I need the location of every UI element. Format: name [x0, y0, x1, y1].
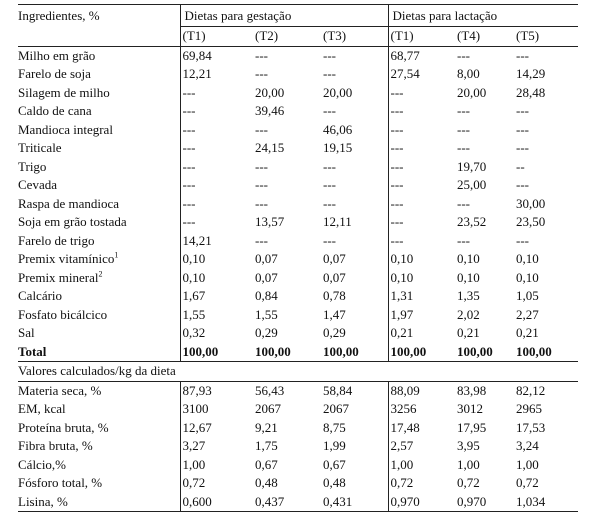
row-label: [18, 381, 180, 400]
row-label: [18, 474, 180, 493]
value-cell: 0,10: [457, 269, 480, 285]
row-label-text: Total: [18, 343, 47, 359]
row-label: [18, 287, 180, 306]
row-label-text: Calcário: [18, 288, 63, 303]
row-label: [18, 324, 180, 343]
calculated-values-header: Valores calculados/kg da dieta: [18, 362, 578, 382]
value-cell: ---: [457, 47, 470, 63]
value-cell: 2,27: [516, 306, 539, 322]
value-cell: ---: [255, 232, 268, 248]
value-cell: 0,600: [180, 493, 253, 512]
value-cell: 56,43: [255, 382, 285, 398]
row-label: [18, 195, 180, 214]
row-label-text: Sal: [18, 325, 35, 340]
value-cell: 1,00: [388, 456, 455, 475]
value-cell: 2067: [255, 401, 281, 416]
value-cell: ---: [323, 66, 336, 81]
value-cell: ---: [323, 232, 336, 248]
column-header: (T1): [388, 27, 455, 47]
value-cell: 0,07: [255, 251, 278, 266]
value-cell: 100,00: [321, 343, 388, 362]
value-cell: 1,99: [323, 438, 346, 453]
value-cell: 12,21: [180, 65, 253, 84]
value-cell: ---: [516, 47, 529, 63]
value-cell: 1,75: [255, 438, 278, 453]
value-cell: 0,21: [516, 325, 539, 340]
value-cell: ---: [180, 84, 253, 103]
value-cell: 0,72: [180, 474, 253, 493]
row-label-text: Caldo de cana: [18, 103, 92, 118]
value-cell: --: [516, 158, 525, 174]
value-cell: 0,10: [388, 250, 455, 269]
value-cell: 1,00: [516, 456, 539, 472]
value-cell: 0,21: [457, 325, 480, 340]
value-cell: ---: [457, 121, 470, 137]
value-cell: 24,15: [255, 140, 285, 155]
row-label: [18, 343, 180, 362]
value-cell: 0,970: [455, 493, 514, 512]
value-cell: 68,77: [388, 46, 455, 65]
row-label: [18, 269, 180, 288]
row-label-text: Mandioca integral: [18, 121, 113, 137]
row-label: [18, 158, 180, 177]
calculated-row: [18, 400, 578, 419]
header-row-groups: [18, 5, 578, 27]
value-cell: ---: [388, 121, 455, 140]
value-cell: 0,10: [180, 250, 253, 269]
footnote-marker: 2: [98, 269, 103, 279]
value-cell: 8,00: [457, 66, 480, 81]
value-cell: 1,55: [255, 306, 278, 322]
row-label-text: Raspa de mandioca: [18, 195, 120, 211]
value-cell: 0,48: [255, 475, 278, 490]
value-cell: 0,07: [323, 269, 346, 285]
value-cell: 82,12: [516, 382, 546, 398]
row-label-text: Triticale: [18, 140, 62, 155]
row-label-text: Milho em grão: [18, 47, 96, 63]
value-cell: 3,24: [516, 438, 539, 453]
row-label-text: Materia seca, %: [18, 382, 102, 398]
value-cell: 0,10: [457, 251, 480, 266]
value-cell: ---: [180, 195, 253, 214]
value-cell: ---: [180, 176, 253, 195]
value-cell: 0,67: [323, 456, 346, 472]
value-cell: ---: [180, 213, 253, 232]
value-cell: ---: [255, 47, 268, 63]
row-label: [18, 139, 180, 158]
row-label-text: Premix vitamínico: [18, 251, 115, 266]
value-cell: ---: [323, 195, 336, 211]
row-label-text: Farelo de trigo: [18, 232, 95, 248]
ingredient-row: [18, 306, 578, 325]
value-cell: 88,09: [388, 381, 455, 400]
row-label: [18, 65, 180, 84]
column-header: (T1): [180, 27, 253, 47]
value-cell: 1,05: [516, 288, 539, 303]
row-label-text: Fósforo total, %: [18, 475, 103, 490]
calculated-values-header-row: [18, 362, 578, 382]
value-cell: ---: [388, 176, 455, 195]
value-cell: 17,53: [516, 419, 546, 435]
value-cell: 9,21: [255, 419, 278, 435]
value-cell: 28,48: [516, 84, 546, 100]
value-cell: 2067: [323, 401, 349, 416]
value-cell: ---: [457, 140, 470, 155]
lactation-group-header: Dietas para lactação: [388, 5, 578, 27]
row-label-text: Proteína bruta, %: [18, 419, 109, 435]
ingredient-row: [18, 46, 578, 65]
value-cell: 12,67: [180, 419, 253, 438]
value-cell: 14,29: [516, 66, 546, 81]
value-cell: 100,00: [253, 343, 321, 362]
value-cell: ---: [323, 47, 336, 63]
value-cell: 1,31: [388, 287, 455, 306]
value-cell: 20,00: [323, 84, 353, 100]
row-label-text: Fosfato bicálcico: [18, 306, 108, 322]
value-cell: 0,72: [457, 475, 480, 490]
value-cell: ---: [516, 140, 529, 155]
value-cell: 12,11: [323, 214, 352, 229]
value-cell: ---: [255, 158, 268, 174]
value-cell: 0,437: [253, 493, 321, 512]
value-cell: 0,78: [323, 288, 346, 303]
value-cell: 2,57: [388, 437, 455, 456]
value-cell: ---: [180, 139, 253, 158]
value-cell: 1,97: [388, 306, 455, 325]
ingredient-row: [18, 250, 578, 269]
value-cell: ---: [516, 103, 529, 118]
value-cell: 19,15: [323, 140, 353, 155]
value-cell: 23,52: [457, 214, 487, 229]
value-cell: 1,35: [457, 288, 480, 303]
value-cell: ---: [180, 158, 253, 177]
value-cell: ---: [388, 232, 455, 251]
value-cell: 17,95: [457, 419, 487, 435]
row-label-text: Fibra bruta, %: [18, 438, 93, 453]
ingredient-row: [18, 213, 578, 232]
value-cell: 1,00: [457, 456, 480, 472]
value-cell: ---: [180, 121, 253, 140]
value-cell: 2965: [516, 401, 542, 416]
value-cell: 20,00: [457, 84, 487, 100]
row-label-text: Farelo de soja: [18, 66, 91, 81]
ingredient-row: [18, 121, 578, 140]
value-cell: 0,72: [516, 475, 539, 490]
value-cell: 100,00: [388, 343, 455, 362]
row-label: [18, 400, 180, 419]
value-cell: ---: [180, 102, 253, 121]
row-label: [18, 250, 180, 269]
value-cell: 100,00: [514, 343, 578, 362]
calculated-row: [18, 474, 578, 493]
value-cell: 0,48: [323, 475, 346, 490]
value-cell: 1,034: [514, 493, 578, 512]
value-cell: ---: [388, 158, 455, 177]
row-label-text: Cevada: [18, 177, 57, 192]
value-cell: ---: [457, 232, 470, 248]
value-cell: 0,84: [255, 288, 278, 303]
value-cell: 100,00: [180, 343, 253, 362]
row-label-text: Premix mineral: [18, 269, 99, 285]
row-label: [18, 176, 180, 195]
value-cell: 17,48: [388, 419, 455, 438]
ingredient-row: [18, 65, 578, 84]
ingredient-row: [18, 158, 578, 177]
value-cell: ---: [388, 213, 455, 232]
row-label: [18, 493, 180, 512]
value-cell: ---: [388, 84, 455, 103]
value-cell: 1,67: [180, 287, 253, 306]
value-cell: ---: [323, 158, 336, 174]
column-header: (T2): [253, 27, 321, 47]
column-header: (T5): [514, 27, 578, 47]
total-row: [18, 343, 578, 362]
row-label: [18, 232, 180, 251]
row-label-text: EM, kcal: [18, 401, 66, 416]
value-cell: 3,27: [180, 437, 253, 456]
value-cell: ---: [388, 102, 455, 121]
ingredient-row: [18, 176, 578, 195]
value-cell: ---: [516, 121, 529, 137]
value-cell: 100,00: [455, 343, 514, 362]
value-cell: ---: [388, 139, 455, 158]
value-cell: 0,970: [388, 493, 455, 512]
row-label: [18, 306, 180, 325]
ingredient-row: [18, 287, 578, 306]
calculated-row: [18, 381, 578, 400]
row-label: [18, 437, 180, 456]
value-cell: 0,10: [388, 269, 455, 288]
row-label: [18, 456, 180, 475]
calculated-row: [18, 493, 578, 512]
value-cell: 0,07: [255, 269, 278, 285]
value-cell: 69,84: [180, 46, 253, 65]
value-cell: 20,00: [255, 84, 285, 100]
value-cell: 1,55: [180, 306, 253, 325]
value-cell: ---: [323, 103, 336, 118]
value-cell: 19,70: [457, 158, 487, 174]
ingredient-row: [18, 232, 578, 251]
value-cell: 0,10: [516, 251, 539, 266]
value-cell: 0,21: [388, 324, 455, 343]
row-label: [18, 419, 180, 438]
row-label-text: Lisina, %: [18, 493, 68, 509]
ingredient-row: [18, 195, 578, 214]
value-cell: 25,00: [457, 177, 487, 192]
value-cell: ---: [457, 103, 470, 118]
value-cell: 30,00: [516, 195, 546, 211]
value-cell: 27,54: [388, 65, 455, 84]
column-header: (T3): [321, 27, 388, 47]
ingredient-row: [18, 139, 578, 158]
value-cell: 14,21: [180, 232, 253, 251]
value-cell: 0,29: [255, 325, 278, 340]
column-header: (T4): [455, 27, 514, 47]
ingredient-row: [18, 84, 578, 103]
value-cell: 58,84: [323, 382, 353, 398]
row-label: [18, 84, 180, 103]
calculated-row: [18, 419, 578, 438]
value-cell: ---: [255, 195, 268, 211]
value-cell: 0,07: [323, 251, 346, 266]
value-cell: 87,93: [180, 381, 253, 400]
value-cell: 1,00: [180, 456, 253, 475]
value-cell: ---: [255, 177, 268, 192]
value-cell: 0,10: [180, 269, 253, 288]
value-cell: ---: [457, 195, 470, 211]
value-cell: ---: [516, 177, 529, 192]
value-cell: 0,431: [321, 493, 388, 512]
ingredients-header: Ingredientes, %: [18, 5, 180, 47]
value-cell: 0,32: [180, 324, 253, 343]
row-label: [18, 102, 180, 121]
value-cell: 0,67: [255, 456, 278, 472]
value-cell: 3256: [388, 400, 455, 419]
value-cell: 0,10: [516, 269, 539, 285]
value-cell: 0,29: [323, 325, 346, 340]
calculated-row: [18, 437, 578, 456]
value-cell: 8,75: [323, 419, 346, 435]
value-cell: 23,50: [516, 214, 546, 229]
ingredient-row: [18, 324, 578, 343]
row-label-text: Trigo: [18, 158, 47, 174]
value-cell: 0,72: [388, 474, 455, 493]
row-label: [18, 46, 180, 65]
row-label: [18, 213, 180, 232]
value-cell: ---: [255, 121, 268, 137]
value-cell: 3,95: [457, 438, 480, 453]
gestation-group-header: Dietas para gestação: [180, 5, 388, 27]
value-cell: 2,02: [457, 306, 480, 322]
value-cell: ---: [323, 177, 336, 192]
value-cell: ---: [255, 66, 268, 81]
value-cell: 39,46: [255, 103, 285, 118]
ingredient-row: [18, 269, 578, 288]
value-cell: 3100: [180, 400, 253, 419]
row-label-text: Silagem de milho: [18, 84, 110, 100]
footnote-marker: 1: [114, 250, 119, 260]
value-cell: 3012: [457, 401, 483, 416]
value-cell: 13,57: [255, 214, 285, 229]
ingredient-row: [18, 102, 578, 121]
value-cell: ---: [516, 232, 529, 248]
value-cell: 46,06: [323, 121, 353, 137]
row-label-text: Cálcio,%: [18, 456, 67, 472]
value-cell: ---: [388, 195, 455, 214]
diet-composition-table: [18, 4, 578, 512]
value-cell: 83,98: [457, 382, 487, 398]
calculated-row: [18, 456, 578, 475]
row-label: [18, 121, 180, 140]
row-label-text: Soja em grão tostada: [18, 214, 127, 229]
value-cell: 1,47: [323, 306, 346, 322]
